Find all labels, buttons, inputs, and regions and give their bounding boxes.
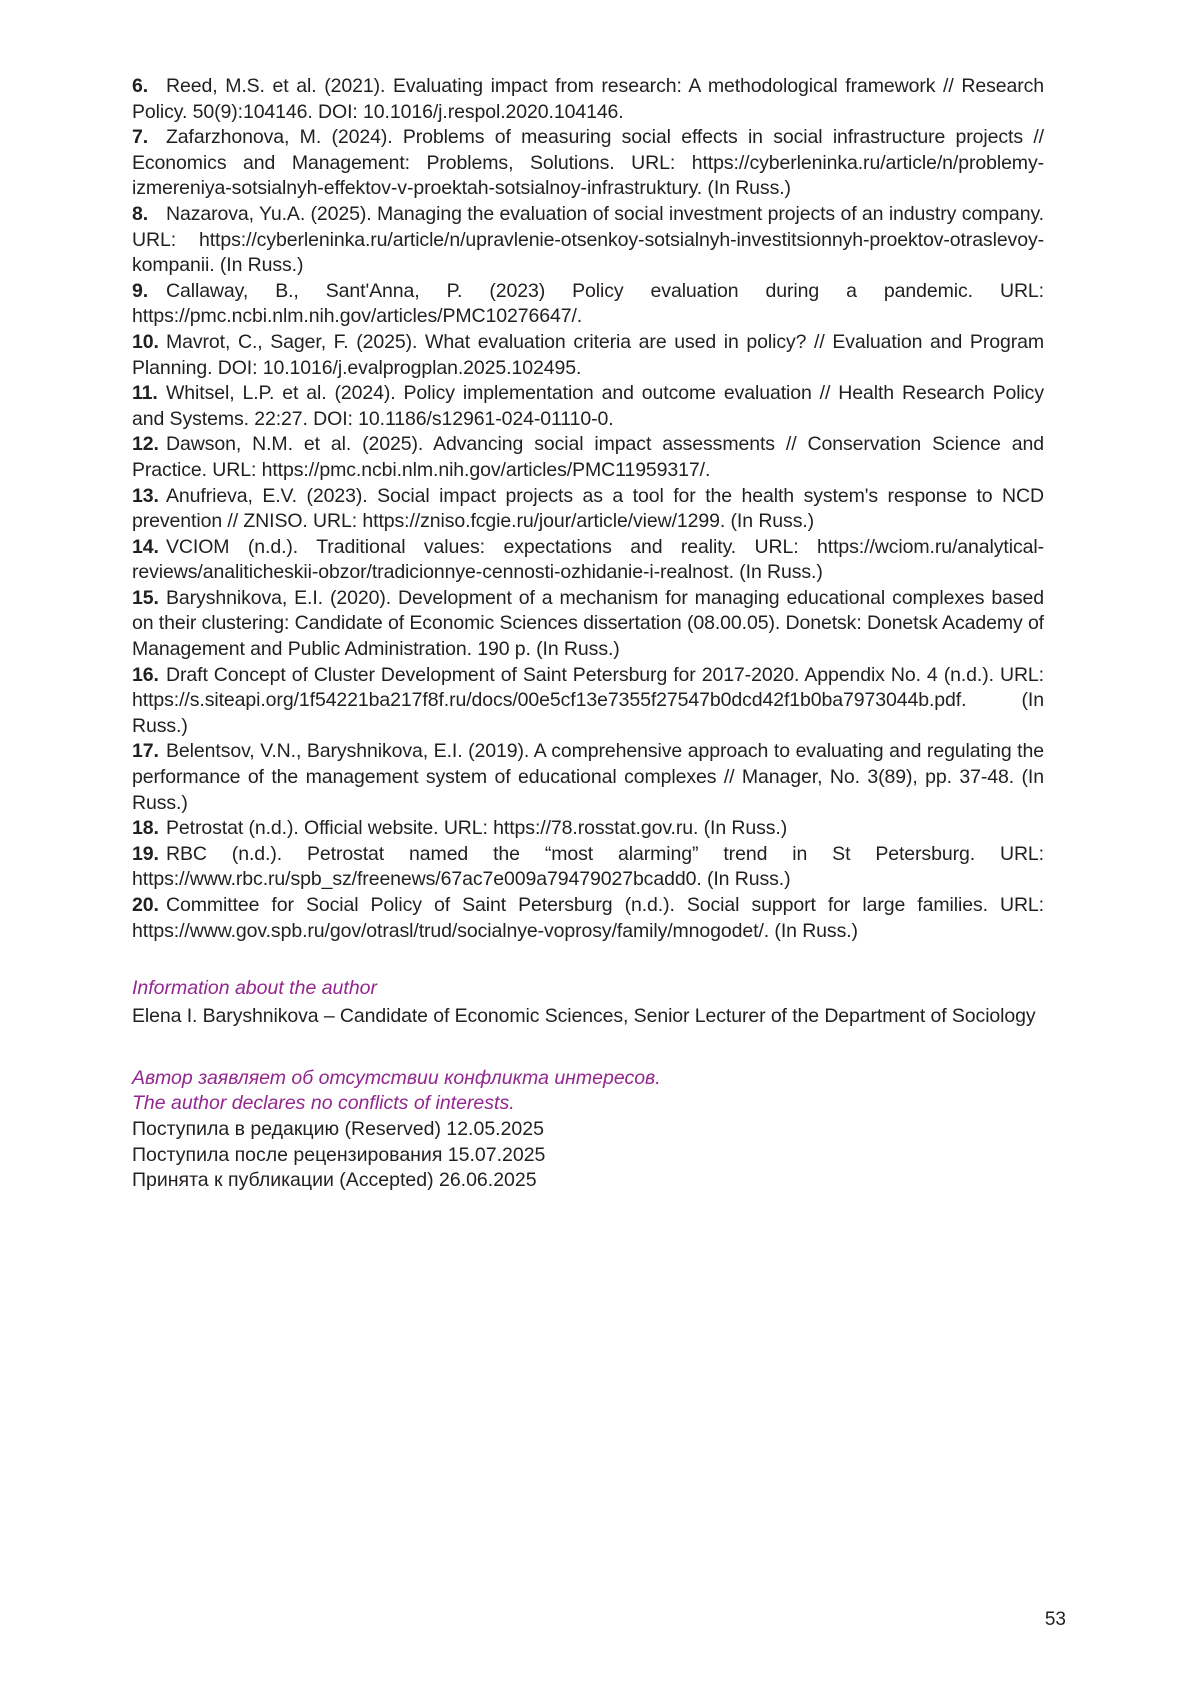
reference-text: VCIOM (n.d.). Traditional values: expectations and reality. URL: https://wciom.ru/analytical-reviews/analiticheskii-obzor/tradicionnye-cennosti-ozhidanie-i-realnost. (In Russ.) [132,535,1044,584]
reference-item [132,381,1044,432]
conflict-declaration-ru: Автор заявляет об отсутствии конфликта интересов. [132,1066,661,1089]
reference-text: Mavrot, C., Sager, F. (2025). What evaluation criteria are used in policy? // Evaluation and Program Planning. DOI: 10.1016/j.evalprogplan.2025.102495. [132,330,1044,379]
reference-text: Nazarova, Yu.A. (2025). Managing the evaluation of social investment projects of an industry company. URL: https://cyberleninka.ru/article/n/upravlenie-otsenkoy-sotsialnyh-investitsionnyh-proektov-otraslevoy-kompanii. (In Russ.) [132,202,1044,277]
reference-text: Baryshnikova, E.I. (2020). Development of a mechanism for managing educational complexes based on their clustering: Candidate of Economic Sciences dissertation (08.00.05). Donetsk: Donetsk Academy of Management and Public Administration. 190 p. (In Russ.) [132,586,1045,661]
reference-number: 16. [132,663,159,686]
reference-number: 20. [132,894,159,916]
reference-list [132,74,1044,944]
reference-item [132,842,1044,893]
reference-text: Zafarzhonova, M. (2024). Problems of measuring social effects in social infrastructure projects // Economics and Management: Problems, Solutions. URL: https://cyberleninka.ru/article/n/problemy-izmereniya-sotsialnyh-effektov-v-proektah-sotsialnoy-infrastruktury. (In Russ.) [132,126,1044,200]
reference-number: 14. [132,535,159,558]
reference-number: 17. [132,740,159,763]
reference-item [132,739,1044,816]
reference-item [132,663,1044,740]
reference-text: Draft Concept of Cluster Development of Saint Petersburg for 2017-2020. Appendix No. 4 (n.d.). URL: https://s.siteapi.org/1f54221ba217f8f.ru/docs/00e5cf13e7355f27547b0dcd42f1b0ba7973044b.pdf. (In Russ.) [132,663,1044,737]
reference-text: RBC (n.d.). Petrostat named the “most alarming” trend in St Petersburg. URL: https://www.rbc.ru/spb_sz/freenews/67ac7e009a79479027bcadd0. (In Russ.) [132,842,1044,891]
date-revised: Поступила после рецензирования 15.07.2025 [132,1143,546,1166]
reference-number: 11. [132,382,158,405]
reference-number: 18. [132,817,159,840]
reference-text: Reed, M.S. et al. (2021). Evaluating impact from research: A methodological framework // Research Policy. 50(9):104146. DOI: 10.1016/j.respol.2020.104146. [132,75,1044,123]
declarations-section [132,1066,1044,1194]
reference-item [132,535,1044,586]
reference-text: Dawson, N.M. et al. (2025). Advancing social impact assessments // Conservation Science and Practice. URL: https://pmc.ncbi.nlm.nih.gov/articles/PMC11959317/. [132,433,1044,481]
reference-item [132,202,1044,279]
reference-item [132,432,1044,483]
reference-item [132,484,1044,535]
reference-item [132,586,1044,663]
reference-item [132,74,1044,125]
reference-number: 13. [132,484,159,507]
page-number: 53 [1044,1609,1066,1630]
reference-text: Anufrieva, E.V. (2023). Social impact projects as a tool for the health system's response to NCD prevention // ZNISO. URL: https://zniso.fcgie.ru/jour/article/view/1299. (In Russ.) [132,484,1044,533]
author-info-section [132,974,1044,1030]
reference-number: 12. [132,433,159,456]
reference-item [132,816,1044,842]
author-info-text: Elena I. Baryshnikova – Candidate of Economic Sciences, Senior Lecturer of the Department of Sociology [132,1005,1036,1028]
reference-item [132,330,1044,381]
reference-text: Belentsov, V.N., Baryshnikova, E.I. (2019). A comprehensive approach to evaluating and regulating the performance of the management system of educational complexes // Manager, No. 3(89), pp. 37-48. (In Russ.) [132,740,1044,814]
conflict-declaration-en: The author declares no conflicts of interests. [132,1092,515,1115]
reference-number: 10. [132,330,159,353]
author-info-heading: Information about the author [132,977,377,1000]
reference-item [132,279,1044,330]
date-accepted: Принята к публикации (Accepted) 26.06.2025 [132,1169,537,1192]
page-content [132,74,1044,1194]
reference-item [132,125,1044,202]
reference-text: Whitsel, L.P. et al. (2024). Policy implementation and outcome evaluation // Health Research Policy and Systems. 22:27. DOI: 10.1186/s12961-024-01110-0. [132,382,1044,430]
reference-number: 19. [132,842,159,865]
reference-number: 6. [132,75,149,97]
reference-item [132,893,1044,944]
reference-text: Committee for Social Policy of Saint Petersburg (n.d.). Social support for large families. URL: https://www.gov.spb.ru/gov/otrasl/trud/socialnye-voprosy/family/mnogodet/. (In Russ.) [132,894,1044,942]
reference-text: Callaway, B., Sant'Anna, P. (2023) Policy evaluation during a pandemic. URL: https://pmc.ncbi.nlm.nih.gov/articles/PMC10276647/. [132,279,1044,328]
date-received: Поступила в редакцию (Reserved) 12.05.2025 [132,1117,544,1140]
reference-number: 15. [132,586,159,609]
reference-number: 7. [132,126,149,149]
reference-number: 8. [132,202,149,225]
reference-number: 9. [132,279,149,302]
reference-text: Petrostat (n.d.). Official website. URL: https://78.rosstat.gov.ru. (In Russ.) [166,817,788,840]
